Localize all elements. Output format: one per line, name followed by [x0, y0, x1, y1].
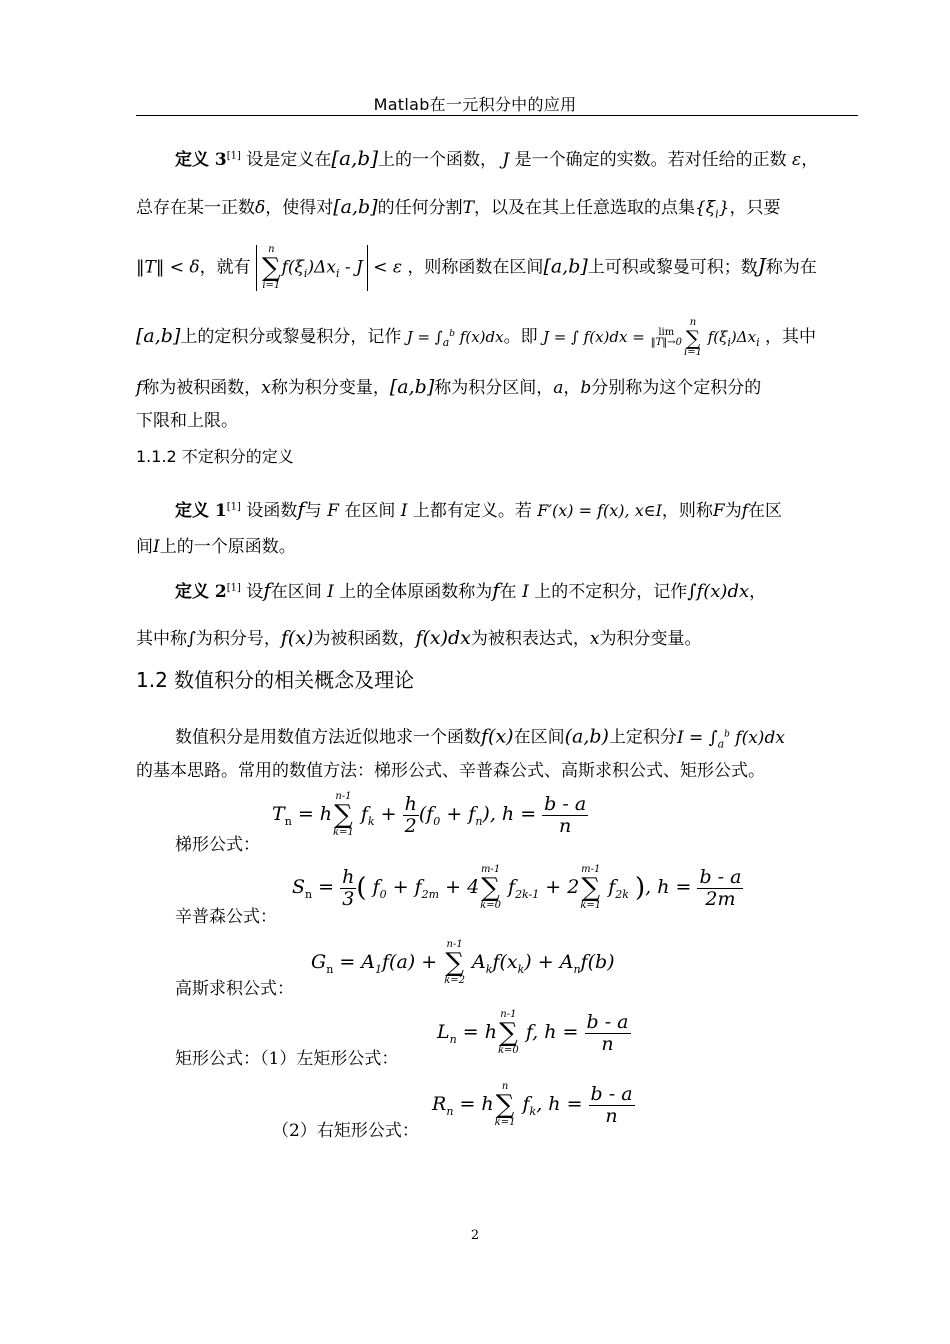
- running-header: Matlab在一元积分中的应用: [373, 95, 577, 114]
- text: 在区: [747, 501, 782, 521]
- def3-line4: [a,b]上的定积分或黎曼积分，记作 $J = \int_a^b$ f(x)dx。即 J = ∫ f(x)dx = lim ‖T‖→0 n ∑ i=1 $f(\xi_i)\Delta x_i$ ，其中: [136, 317, 817, 358]
- def2-ref: [1]: [226, 582, 241, 594]
- text: ，只要: [729, 198, 781, 218]
- simpson-label: 辛普森公式：: [175, 907, 277, 927]
- text: 是一个确定的实数。若对任给的正数: [514, 150, 787, 170]
- text: ，其中: [765, 327, 817, 347]
- page-number: 2: [470, 1228, 480, 1243]
- text: ，: [749, 582, 767, 602]
- trap-formula: $T_n = h$ n-1 ∑ k=1 $f_k$ + $\frac{h}{2}$ $(f_0 + f_n)$, h = $\frac{b - a}{n}$: [272, 791, 587, 838]
- def1-line1: 定义 1[1] 设函数f与 F 在区间 I 上都有定义。若 F′(x) = f(x), x∈I，则称F为f在区: [175, 497, 782, 521]
- text: 为被积函数，: [313, 629, 416, 649]
- text: 称为积分变量，: [270, 378, 390, 398]
- subsection-heading: 1.1.2 不定积分的定义: [136, 447, 294, 466]
- def2-line1: 定义 2[1] 设f在区间 I 上的全体原函数称为f在 I 上的不定积分，记作∫f(x)dx，: [175, 578, 767, 602]
- rect-right-formula: $R_n = h$ n ∑ k=1 $f_k$, h = $\frac{b - a}{n}$: [432, 1081, 633, 1128]
- text: 称为被积函数，: [142, 378, 262, 398]
- text: 总存在某一正数: [136, 198, 255, 218]
- def3-line2: 总存在某一正数δ，使得对[a,b]的任何分割T，以及在其上任意选取的点集$\{\xi_i\}$，只要: [136, 196, 781, 221]
- text: 设: [246, 582, 264, 602]
- text: 在区间: [270, 582, 322, 602]
- def3-label: 定义 3: [175, 150, 227, 170]
- text: ，以及在其上任意选取的点集: [473, 198, 695, 218]
- simpson-formula: $S_n$ = $\frac{h}{3}$ ( $f_0 + f_{2m} + 4$ m-1 ∑ k=0 $f_{2k-1} + 2$ m-1 ∑ k=1 $f_{2k}$ ), h = $\frac{b - a}{2m}$: [292, 864, 742, 911]
- trap-label: 梯形公式：: [175, 835, 260, 855]
- gauss-formula: $G_n = A_1f(a)$ + n-1 ∑ k=2 $A_kf(x_k) + A_nf(b)$: [311, 939, 615, 986]
- text: 在区间: [513, 727, 565, 748]
- text: 为被积表达式，: [470, 629, 590, 649]
- text: 为积分变量。: [599, 629, 702, 649]
- text: 称为积分区间，: [434, 378, 554, 398]
- numeric-line1: 数值积分是用数值方法近似地求一个函数f(x)在区间(a,b)上定积分$I = \int_a^b$ f(x)dx: [175, 725, 785, 751]
- text: 与: [304, 501, 322, 521]
- section-heading: 1.2 数值积分的相关概念及理论: [136, 668, 415, 692]
- text: ，: [801, 150, 819, 170]
- def3-line5: f称为被积函数，x称为积分变量，[a,b]称为积分区间，a，b分别称为这个定积分的: [136, 376, 762, 398]
- text: ，使得对: [265, 198, 334, 218]
- text: 数值积分是用数值方法近似地求一个函数: [175, 727, 481, 748]
- text: 间: [136, 537, 153, 557]
- text: 在区间: [344, 501, 396, 521]
- text: 上可积或黎曼可积；数: [587, 257, 758, 278]
- rect-left-formula: $L_n = h$ n-1 ∑ k=0 f, h = $\frac{b - a}{n}$: [437, 1009, 629, 1056]
- numeric-line2: 的基本思路。常用的数值方法：梯形公式、辛普森公式、高斯求积公式、矩形公式。: [136, 761, 765, 781]
- header-rule: [136, 115, 858, 116]
- def1-ref: [1]: [226, 501, 241, 513]
- text: 上定积分: [608, 727, 677, 748]
- def1-label: 定义 1: [175, 501, 227, 521]
- text: 其中称: [136, 629, 187, 649]
- text: 设函数: [246, 501, 298, 521]
- def2-line2: 其中称∫为积分号，f(x)为被积函数，f(x)dx为被积表达式，x为积分变量。: [136, 627, 702, 649]
- def1-line2: 间I上的一个原函数。: [136, 537, 296, 557]
- text: 在: [499, 582, 517, 602]
- text: 上的不定积分，记作: [534, 582, 688, 602]
- text: 。即: [503, 327, 538, 347]
- text: 上的全体原函数称为: [339, 582, 493, 602]
- text: 为积分号，: [195, 629, 281, 649]
- text: 为: [724, 501, 742, 521]
- text: 的任何分割: [377, 198, 463, 218]
- def3-line1: 定义 3[1] 设是定义在[a,b]上的一个函数， J 是一个确定的实数。若对任给的正数 ε，: [175, 146, 819, 170]
- text: 分别称为这个定积分的: [591, 378, 762, 398]
- def2-label: 定义 2: [175, 582, 227, 602]
- def3-line6: 下限和上限。: [136, 411, 238, 431]
- text: 上都有定义。若: [412, 501, 532, 521]
- def3-ref: [1]: [226, 150, 241, 162]
- text: ，则称: [661, 501, 713, 521]
- text: 称为在: [765, 257, 817, 278]
- text: 上的一个函数，: [378, 150, 498, 170]
- rect-label: 矩形公式：（1）左矩形公式：: [175, 1049, 399, 1069]
- text: ，则称函数在区间: [407, 257, 544, 278]
- text: 上的定积分或黎曼积分，记作: [180, 327, 402, 347]
- text: 上的一个原函数。: [159, 537, 296, 557]
- text: ，就有: [199, 257, 251, 278]
- gauss-label: 高斯求积公式：: [175, 979, 294, 999]
- def3-line3: ‖T‖ < δ，就有 n ∑ i=1 $f(\xi_i)\Delta x_i - J < \varepsilon$ ，则称函数在区间[a,b]上可积或黎曼可积；数J称为在: [136, 244, 817, 291]
- rect-right-label: （2）右矩形公式：: [272, 1121, 419, 1141]
- text: 设是定义在: [246, 150, 332, 170]
